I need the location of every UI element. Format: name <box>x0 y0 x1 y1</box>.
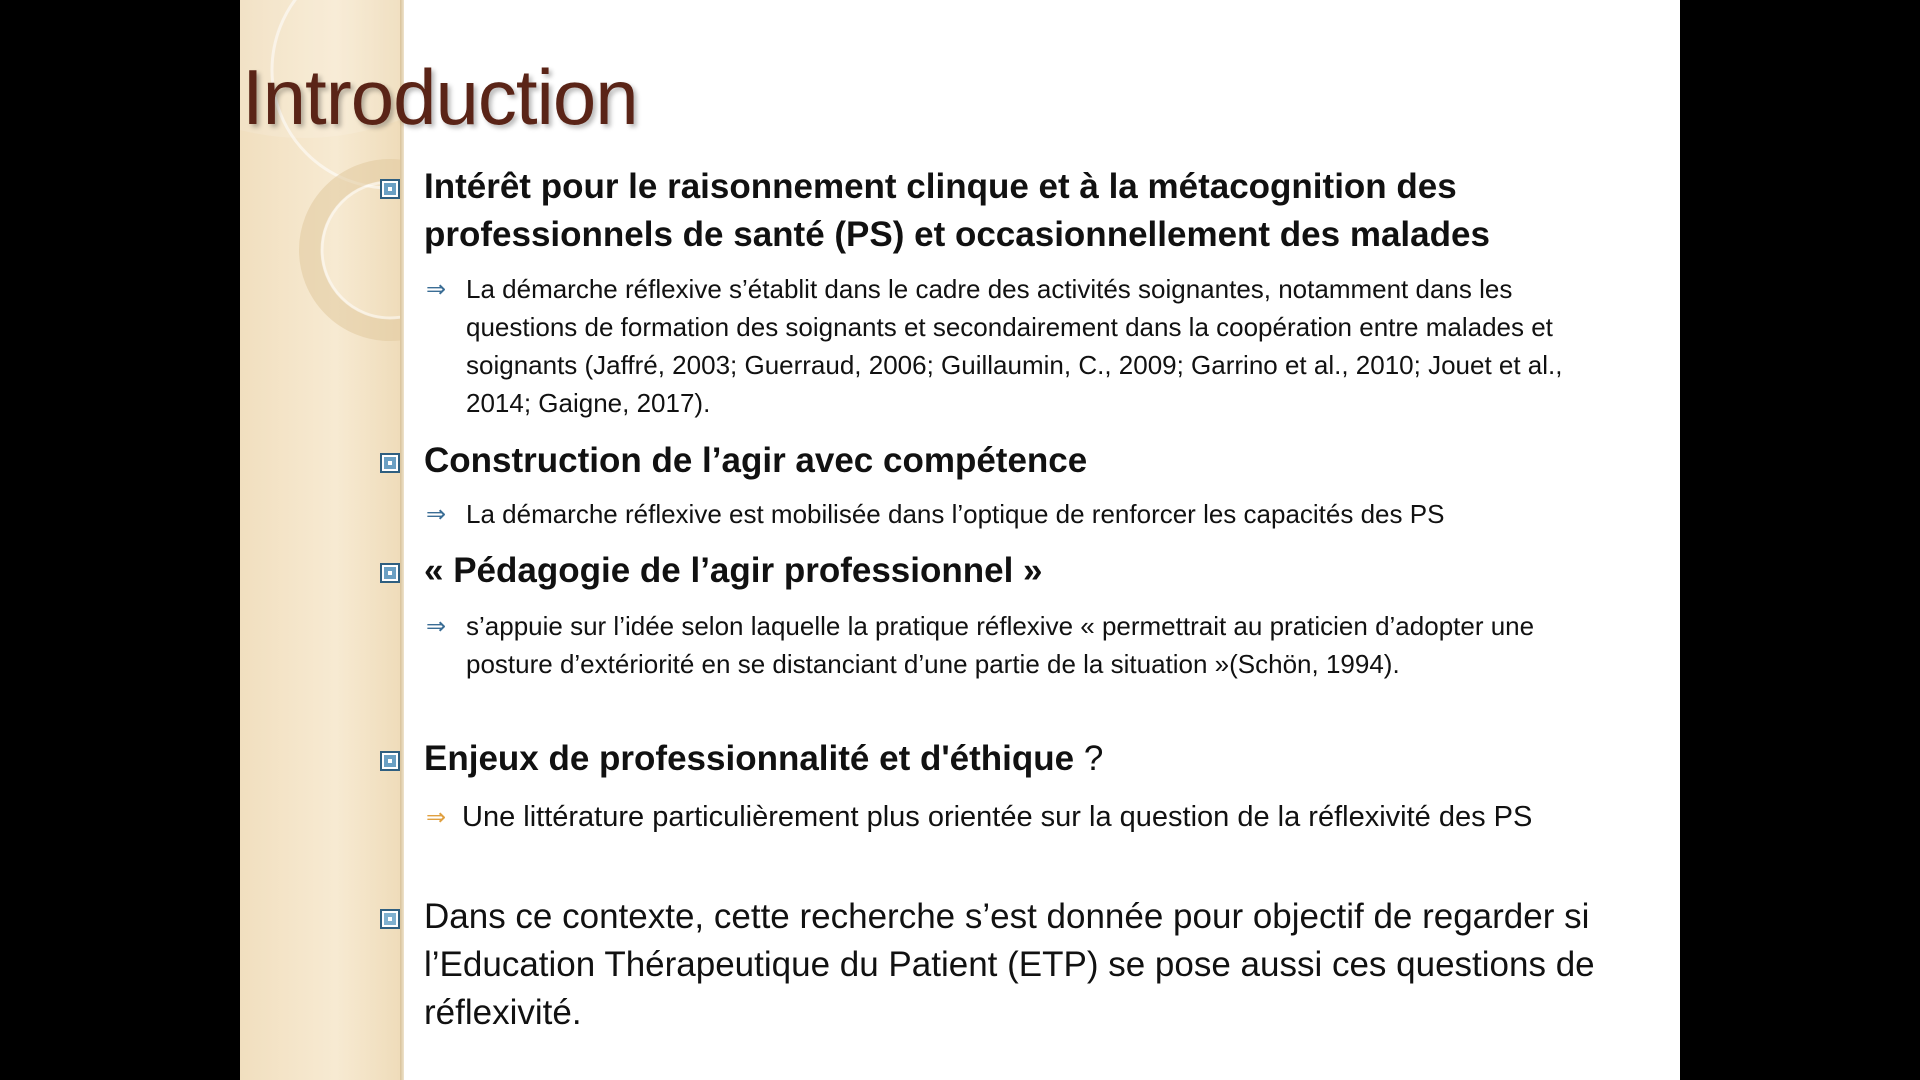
square-bullet-icon <box>380 453 400 473</box>
double-arrow-icon: ⇒ <box>426 500 447 528</box>
item-heading: « Pédagogie de l’agir professionnel » <box>424 551 1043 590</box>
item-heading <box>424 735 1610 783</box>
subitem-text: s’appuie sur l’idée selon laquelle la pratique réflexive « permettrait au praticien d’adopter une posture d’extériorité en se distanciant d’une partie de la situation »(Schön, 1994). <box>466 611 1535 679</box>
slide-title: Introduction <box>242 53 638 141</box>
subitem-text: Une littérature particulièrement plus orientée sur la question de la réflexivité des PS <box>462 801 1533 833</box>
list-item <box>380 163 1610 259</box>
double-arrow-icon: ⇒ <box>426 803 447 831</box>
list-subitem <box>426 795 1606 839</box>
square-bullet-icon <box>380 179 400 199</box>
list-item <box>380 893 1610 1037</box>
square-bullet-icon <box>380 909 400 929</box>
square-bullet-icon <box>380 563 400 583</box>
list-subitem <box>426 495 1606 533</box>
item-heading-bold: Enjeux de professionnalité et d'éthique <box>424 739 1075 778</box>
list-item <box>380 735 1610 783</box>
list-item <box>380 437 1610 485</box>
double-arrow-icon: ⇒ <box>426 275 447 303</box>
slide-content <box>190 0 1595 1080</box>
subitem-text: La démarche réflexive est mobilisée dans l’optique de renforcer les capacités des PS <box>466 499 1445 529</box>
double-arrow-icon: ⇒ <box>426 612 447 640</box>
item-heading-suffix: ? <box>1074 739 1104 778</box>
list-subitem <box>426 607 1606 683</box>
item-heading: Intérêt pour le raisonnement clinque et à la métacognition des professionnels de santé (PS) et occasionnellement des malades <box>424 167 1490 254</box>
square-bullet-icon <box>380 751 400 771</box>
list-item <box>380 547 1610 595</box>
item-heading: Construction de l’agir avec compétence <box>424 441 1088 480</box>
subitem-text: La démarche réflexive s’établit dans le cadre des activités soignantes, notamment dans les questions de formation des soignants et secondairement dans la coopération entre malades et soignants (Jaffré, 2003; Guerraud, 2006; Guillaumin, C., 2009; Garrino et al., 2010; Jouet et al., 2014; Gaigne, 2017). <box>466 274 1563 418</box>
item-text: Dans ce contexte, cette recherche s’est donnée pour objectif de regarder si l’Education Thérapeutique du Patient (ETP) se pose aussi ces questions de réflexivité. <box>424 897 1595 1032</box>
list-subitem <box>426 270 1606 422</box>
